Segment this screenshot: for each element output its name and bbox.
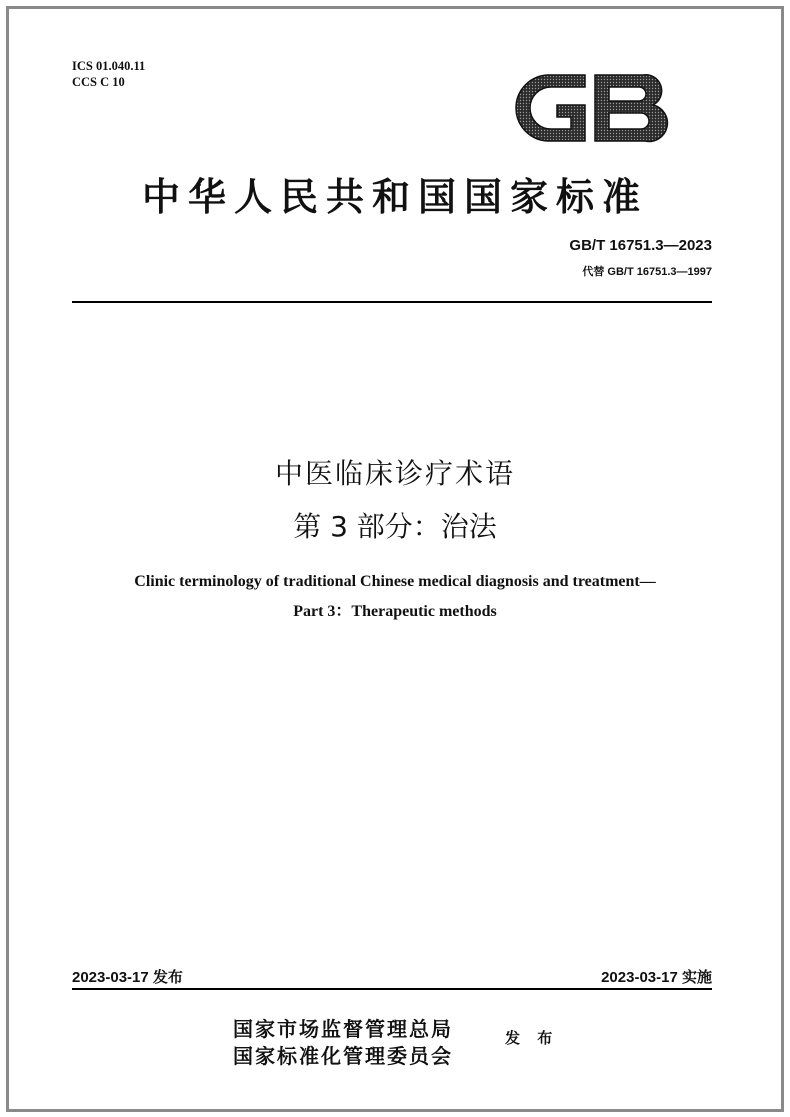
title-chinese-line1: 中医临床诊疗术语 <box>274 457 515 490</box>
title-english-line1: Clinic terminology of traditional Chinese medical diagnosis and treatment— <box>134 573 656 590</box>
gb-letter-b <box>595 75 667 142</box>
title-chinese-line2: 第 3 部分：治法 <box>293 510 497 543</box>
title-english-line2: Part 3：Therapeutic methods <box>293 603 497 620</box>
replaces-standard: 代替 GB/T 16751.3—1997 <box>582 266 712 278</box>
gb-logo <box>513 69 669 147</box>
top-divider <box>72 301 712 303</box>
issuer-sac: 国家标准化管理委员会 <box>233 1044 453 1068</box>
gb-letter-g <box>516 75 585 141</box>
issue-action: 发 布 <box>505 1029 559 1047</box>
classification-codes <box>72 58 145 90</box>
ccs-code: CCS C 10 <box>72 75 125 89</box>
issue-date: 2023-03-17 发布 <box>72 969 183 986</box>
national-standard-title: 中华人民共和国国家标准 <box>141 174 648 219</box>
effective-date: 2023-03-17 实施 <box>601 969 712 986</box>
standard-number: GB/T 16751.3—2023 <box>569 237 712 254</box>
issuer-samr: 国家市场监督管理总局 <box>233 1017 453 1041</box>
bottom-divider <box>72 988 712 990</box>
ics-code: ICS 01.040.11 <box>72 59 146 73</box>
